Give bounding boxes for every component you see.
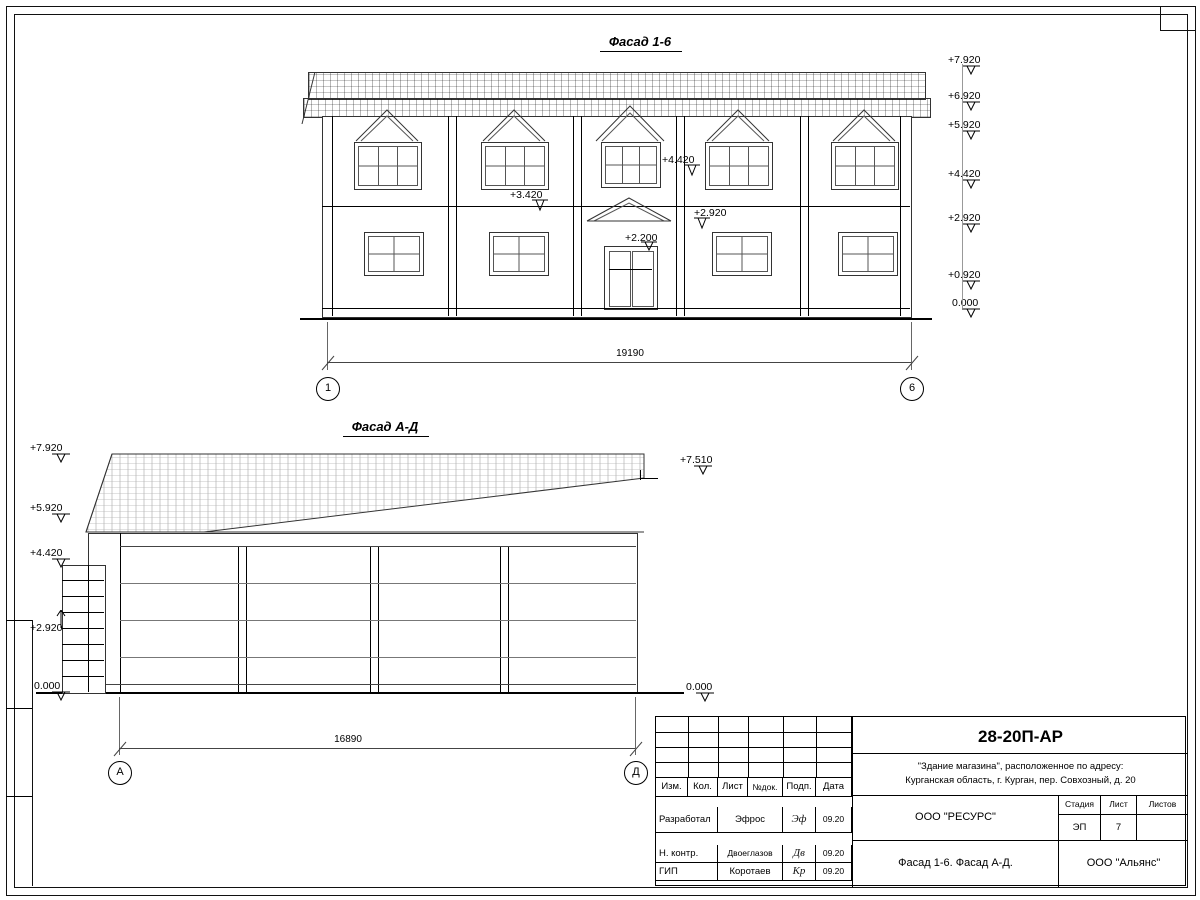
porch-step [596,308,666,309]
level-mark: +7.920 [30,438,62,456]
col-kol: Кол. [688,778,718,796]
level-arrow-icon [52,690,70,702]
col-podp: Подп. [783,778,816,796]
col-data: Дата [816,778,852,796]
dimension-line-bottom [119,748,635,749]
level-arrow-icon [962,64,980,76]
dimension-tick-right-bottom [628,738,644,758]
sheet-label: Лист [1101,795,1137,815]
right-margin-notch [1160,6,1195,31]
window-upper-2 [481,142,549,190]
object-line-1: "Здание магазина", расположенное по адресу: [917,761,1124,772]
level-arrow-icon [641,241,657,253]
level-arrow-icon [962,279,980,291]
level-mark: +4.420 [30,543,62,561]
col-ndok: №док. [748,778,783,796]
dormer-4 [832,108,896,142]
level-arrow-up-icon [52,610,70,630]
side-joint-4 [120,657,636,658]
pilaster-1 [332,116,333,316]
level-inline-4420: +4.420 [662,150,694,168]
level-arrow-icon [962,100,980,112]
signature-rows [656,795,852,887]
side-division-7 [508,546,509,692]
pilaster-3 [456,116,457,316]
role-nkontr: Н. контр. [656,845,718,863]
name-efros: Эфрос [718,807,783,833]
level-reference-line [962,64,963,308]
facade-1-6-title: Фасад 1-6 [560,33,720,51]
level-marks-right-top [938,50,998,320]
window-mullions [368,236,420,272]
window-lower-3 [712,232,772,276]
side-division-2 [238,546,239,692]
level-arrow-icon [694,464,712,476]
revision-grid [656,717,852,777]
sign-korotaev: Кр [783,863,816,881]
side-division-5 [378,546,379,692]
window-mullions [842,236,894,272]
side-joint-1 [120,546,636,547]
level-mark: 0.000 [34,676,60,694]
level-arrow-icon [694,217,710,231]
window-lower-1 [364,232,424,276]
project-code: 28-20П-АР [978,727,1063,746]
level-arrow-icon [52,512,70,524]
pilaster-5 [581,116,582,316]
dimension-tick-right [904,352,920,372]
level-mark: +6.920 [948,86,980,104]
date-korotaev: 09.20 [816,863,852,881]
side-division-4 [370,546,371,692]
side-division-3 [246,546,247,692]
level-mark: +0.920 [948,265,980,283]
window-mullions [358,146,418,186]
window-lower-2 [489,232,549,276]
organization-name: ООО "Альянс" [1086,857,1161,870]
col-izm: Изм. [656,778,688,796]
facade-side-body [88,533,638,694]
roof-side [84,452,650,538]
level-arrow-icon [962,178,980,190]
window-lower-4 [838,232,898,276]
sign-dvoeglazov: Дв [783,845,816,863]
side-division-1 [120,533,121,692]
sign-efros: Эф [783,807,816,833]
level-arrow-icon [52,452,70,464]
level-inline-3420: +3.420 [510,185,542,203]
dimension-label-16890: 16890 [334,734,362,745]
sheet-name: Фасад 1-6. Фасад А-Д. [853,841,1059,887]
axis-bubble-a: А [108,761,132,785]
level-arrow-icon [696,691,714,703]
pilaster-6 [676,116,677,316]
sheets-value [1137,815,1188,841]
level-arrow-icon [684,164,700,178]
level-arrow-icon [962,222,980,234]
level-mark: +5.920 [948,115,980,133]
door-transom [609,269,652,270]
window-mullions [605,146,657,184]
dimension-tick-left-bottom [112,738,128,758]
window-upper-4 [831,142,899,190]
window-mullions [709,146,769,186]
sheet-value: 7 [1101,815,1137,841]
level-mark-0000-right: 0.000 [686,677,712,695]
level-arrow-icon [962,129,980,141]
level-inline-2920: +2.920 [694,203,726,221]
window-mullions [835,146,895,186]
pilaster-9 [808,116,809,316]
ridge-marker [640,478,658,479]
facade-a-d-title: Фасад А-Д [305,418,465,436]
pilaster-2 [448,116,449,316]
stage-value: ЭП [1059,815,1101,841]
level-arrow-icon [532,199,548,213]
side-joint-3 [120,620,636,621]
window-mullions [493,236,545,272]
side-joint-5 [88,684,636,685]
entrance-canopy [586,196,672,222]
entrance-door [604,246,658,310]
door-leaf-left [609,251,631,307]
dormer-gable-icon [832,108,896,142]
title-block [655,716,1186,886]
dimension-tick-left [320,352,336,372]
sheets-label: Листов [1137,795,1188,815]
level-mark: 0.000 [952,293,978,311]
name-dvoeglazov: Двоеглазов [718,845,783,863]
pilaster-10 [900,116,901,316]
dimension-line-top [327,362,911,363]
object-line-2: Курганская область, г. Курган, пер. Совхозный, д. 20 [905,775,1136,786]
level-mark: +4.420 [948,164,980,182]
title-block-right [852,717,1188,887]
dimension-label-19190: 19190 [616,348,644,359]
dormer-gable-icon [706,108,770,142]
level-inline-2200: +2.200 [625,228,657,246]
pilaster-7 [684,116,685,316]
dormer-3 [706,108,770,142]
canopy-gable-icon [586,196,672,222]
dormer-gable-icon [355,108,419,142]
role-gip: ГИП [656,863,718,881]
window-upper-3 [705,142,773,190]
ground-line-top [300,318,932,320]
ground-line-bottom [36,692,684,694]
level-marks-left-bottom [22,438,94,698]
date-efros: 09.20 [816,807,852,833]
dormer-center [595,104,665,142]
door-leaf-right [632,251,654,307]
window-mullions [716,236,768,272]
window-upper-center [601,142,661,188]
pilaster-4 [573,116,574,316]
window-mullions [485,146,545,186]
stage-label: Стадия [1059,795,1101,815]
level-mark: +7.920 [948,50,980,68]
axis-bubble-1: 1 [316,377,340,401]
axis-bubble-6: 6 [900,377,924,401]
level-arrow-icon [962,307,980,319]
revision-header-row [656,777,852,797]
roof-main [308,72,926,100]
roof-slope-icon [84,452,650,538]
dormer-gable-icon [482,108,546,142]
role-razrabotal: Разработал [656,807,718,833]
level-arrow-icon [52,557,70,569]
col-list: Лист [718,778,748,796]
company-name: ООО "РЕСУРС" [853,795,1059,841]
axis-bubble-d: Д [624,761,648,785]
side-division-6 [500,546,501,692]
level-mark: +2.920 [948,208,980,226]
window-upper-1 [354,142,422,190]
name-korotaev: Коротаев [718,863,783,881]
level-mark: +2.920 [30,618,62,636]
level-mark-7510: +7.510 [680,450,712,468]
level-mark: +5.920 [30,498,62,516]
pilaster-8 [800,116,801,316]
dormer-gable-icon [595,104,665,142]
dormer-1 [355,108,419,142]
dormer-2 [482,108,546,142]
ridge-marker-v [640,470,641,480]
side-joint-2 [120,583,636,584]
date-dvoeglazov: 09.20 [816,845,852,863]
